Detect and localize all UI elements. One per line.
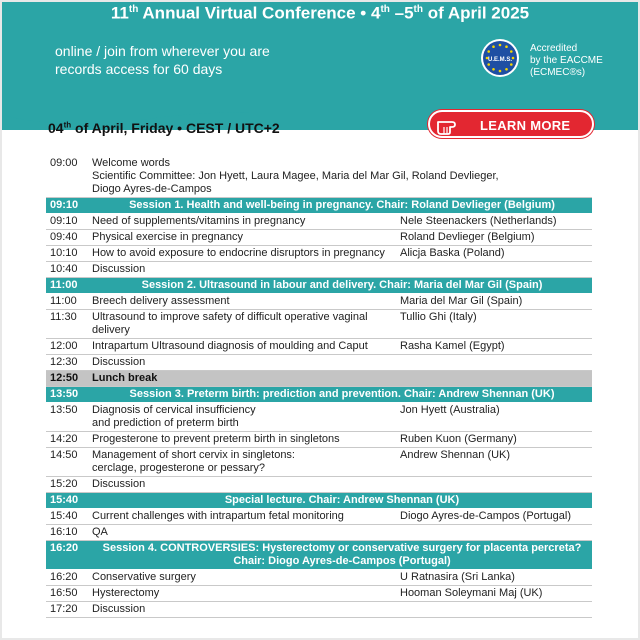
talk-row (46, 403, 592, 432)
talk-title (92, 230, 396, 246)
row-time: 11:00 (46, 294, 92, 310)
talk-title (92, 509, 396, 525)
welcome-line: Diogo Ayres-de-Campos (92, 183, 212, 195)
title-day1-suffix: th (380, 4, 390, 15)
talk-title (92, 525, 396, 541)
day-suffix: th (63, 120, 72, 130)
accreditation-line-1: Accredited (530, 43, 578, 54)
row-time: 09:10 (46, 214, 92, 230)
talk-title (92, 262, 396, 278)
talk-title-line: Ultrasound to improve safety of difficult operative vaginal (92, 311, 368, 323)
talk-row (46, 262, 592, 278)
row-time: 16:10 (46, 525, 92, 541)
row-time: 12:30 (46, 355, 92, 371)
title-main: Annual Virtual Conference • 4 (138, 3, 381, 23)
day-heading (48, 120, 280, 136)
session-title (92, 278, 592, 294)
session-row (46, 387, 592, 403)
talk-title-line: Hysterectomy (92, 587, 160, 599)
talk-row (46, 432, 592, 448)
conference-title (0, 0, 640, 24)
row-time: 14:20 (46, 432, 92, 448)
session-row (46, 278, 592, 294)
title-day2-suffix: th (413, 4, 423, 15)
pointing-hand-icon (436, 115, 462, 135)
talk-row (46, 525, 592, 541)
online-line-1: online / join from wherever you are (55, 43, 270, 59)
row-time: 16:20 (46, 570, 92, 586)
accreditation-text (530, 43, 603, 79)
row-time: 15:40 (46, 509, 92, 525)
talk-title (92, 602, 396, 618)
accreditation-line-3: (ECMEC®s) (530, 67, 586, 78)
talk-title-line: Breech delivery assessment (92, 295, 230, 307)
lunch-row (46, 371, 592, 387)
session-row (46, 198, 592, 214)
talk-title (92, 339, 396, 355)
talk-speaker: Alicja Baska (Poland) (396, 246, 592, 262)
talk-row (46, 509, 592, 525)
online-info (55, 42, 270, 78)
talk-title (92, 355, 396, 371)
day-number: 04 (48, 120, 64, 136)
talk-speaker: Tullio Ghi (Italy) (396, 310, 592, 339)
session-title-line: Session 2. Ultrasound in labour and delivery. Chair: Maria del Mar Gil (Spain) (141, 279, 543, 291)
row-time: 16:20 (46, 541, 92, 570)
talk-title-line: Intrapartum Ultrasound diagnosis of moulding and Caput (92, 340, 368, 352)
row-time: 09:40 (46, 230, 92, 246)
row-time: 13:50 (46, 387, 92, 403)
talk-title (92, 448, 396, 477)
talk-speaker: Nele Steenackers (Netherlands) (396, 214, 592, 230)
title-end: of April 2025 (422, 3, 530, 23)
talk-title-line: Discussion (92, 356, 146, 368)
talk-title-line: Discussion (92, 263, 146, 275)
talk-speaker (396, 477, 592, 493)
talk-row (46, 355, 592, 371)
welcome-line: Scientific Committee: Jon Hyett, Laura Magee, Maria del Mar Gil, Roland Devlieger, (92, 170, 499, 182)
talk-speaker (396, 602, 592, 618)
talk-title-line: Progesterone to prevent preterm birth in singletons (92, 433, 340, 445)
talk-title-line: Current challenges with intrapartum fetal monitoring (92, 510, 344, 522)
title-ordinal: 11 (110, 3, 129, 23)
talk-title-line: Discussion (92, 478, 146, 490)
row-time: 09:10 (46, 198, 92, 214)
title-mid: –5 (389, 3, 414, 23)
talk-row (46, 294, 592, 310)
session-title (92, 387, 592, 403)
session-title (92, 541, 592, 570)
talk-title-line: Need of supplements/vitamins in pregnancy (92, 215, 306, 227)
day-rest: of April, Friday • CEST / UTC+2 (71, 120, 280, 136)
talk-speaker: U Ratnasira (Sri Lanka) (396, 570, 592, 586)
talk-speaker: Roland Devlieger (Belgium) (396, 230, 592, 246)
talk-title (92, 310, 396, 339)
talk-title-line: Diagnosis of cervical insufficiency (92, 404, 256, 416)
talk-title (92, 403, 396, 432)
learn-more-button[interactable] (428, 110, 594, 138)
session-title-line: Session 4. CONTROVERSIES: Hysterectomy or conservative surgery for placenta percreta? (102, 542, 582, 554)
row-time: 10:40 (46, 262, 92, 278)
badge-text: U.E.M.S. (487, 57, 513, 63)
talk-speaker (396, 355, 592, 371)
talk-title-line: How to avoid exposure to endocrine disruptors in pregnancy (92, 247, 385, 259)
lunch-label: Lunch break (92, 371, 592, 387)
row-time: 14:50 (46, 448, 92, 477)
talk-speaker: Ruben Kuon (Germany) (396, 432, 592, 448)
row-time: 09:00 (46, 156, 92, 198)
talk-row (46, 586, 592, 602)
talk-title (92, 432, 396, 448)
talk-row (46, 230, 592, 246)
talk-speaker: Diogo Ayres-de-Campos (Portugal) (396, 509, 592, 525)
row-time: 13:50 (46, 403, 92, 432)
talk-row (46, 570, 592, 586)
talk-title-line: Management of short cervix in singletons: (92, 449, 295, 461)
session-title-line: Special lecture. Chair: Andrew Shennan (UK) (224, 494, 460, 506)
session-title-line: Session 3. Preterm birth: prediction and prevention. Chair: Andrew Shennan (UK) (129, 388, 555, 400)
talk-row (46, 448, 592, 477)
talk-title-line: Discussion (92, 603, 146, 615)
talk-speaker (396, 525, 592, 541)
talk-title (92, 477, 396, 493)
schedule-table (46, 156, 592, 618)
talk-speaker: Maria del Mar Gil (Spain) (396, 294, 592, 310)
session-title-line-2: Chair: Diogo Ayres-de-Campos (Portugal) (233, 555, 451, 567)
talk-title (92, 246, 396, 262)
talk-title-line-2: cerclage, progesterone or pessary? (92, 462, 266, 474)
session-title-line: Session 1. Health and well-being in pregnancy. Chair: Roland Devlieger (Belgium) (129, 199, 555, 211)
accreditation-line-2: by the EACCME (530, 55, 603, 66)
session-row (46, 541, 592, 570)
talk-row (46, 246, 592, 262)
talk-title (92, 570, 396, 586)
welcome-line: Welcome words (92, 157, 171, 169)
talk-speaker: Rasha Kamel (Egypt) (396, 339, 592, 355)
learn-more-label: LEARN MORE (480, 118, 571, 133)
talk-title (92, 214, 396, 230)
title-ordinal-suffix: th (128, 4, 139, 15)
welcome-row (46, 156, 592, 198)
online-line-2: records access for 60 days (55, 61, 223, 77)
talk-row (46, 602, 592, 618)
schedule-body (46, 156, 592, 618)
talk-title-line-2: delivery (92, 324, 130, 336)
session-row (46, 493, 592, 509)
row-time: 15:20 (46, 477, 92, 493)
talk-title-line-2: and prediction of preterm birth (92, 417, 239, 429)
talk-row (46, 310, 592, 339)
session-title (92, 198, 592, 214)
row-time: 17:20 (46, 602, 92, 618)
talk-row (46, 214, 592, 230)
row-time: 10:10 (46, 246, 92, 262)
talk-title (92, 586, 396, 602)
talk-title-line: QA (92, 526, 108, 538)
talk-speaker (396, 262, 592, 278)
uems-logo-icon (480, 38, 520, 78)
talk-row (46, 477, 592, 493)
row-time: 11:00 (46, 278, 92, 294)
talk-title (92, 294, 396, 310)
row-time: 11:30 (46, 310, 92, 339)
talk-title-line: Physical exercise in pregnancy (92, 231, 244, 243)
welcome-text (92, 156, 592, 198)
talk-title-line: Conservative surgery (92, 571, 196, 583)
talk-speaker: Hooman Soleymani Maj (UK) (396, 586, 592, 602)
talk-speaker: Jon Hyett (Australia) (396, 403, 592, 432)
talk-speaker: Andrew Shennan (UK) (396, 448, 592, 477)
talk-row (46, 339, 592, 355)
row-time: 12:50 (46, 371, 92, 387)
row-time: 12:00 (46, 339, 92, 355)
session-title (92, 493, 592, 509)
row-time: 15:40 (46, 493, 92, 509)
row-time: 16:50 (46, 586, 92, 602)
